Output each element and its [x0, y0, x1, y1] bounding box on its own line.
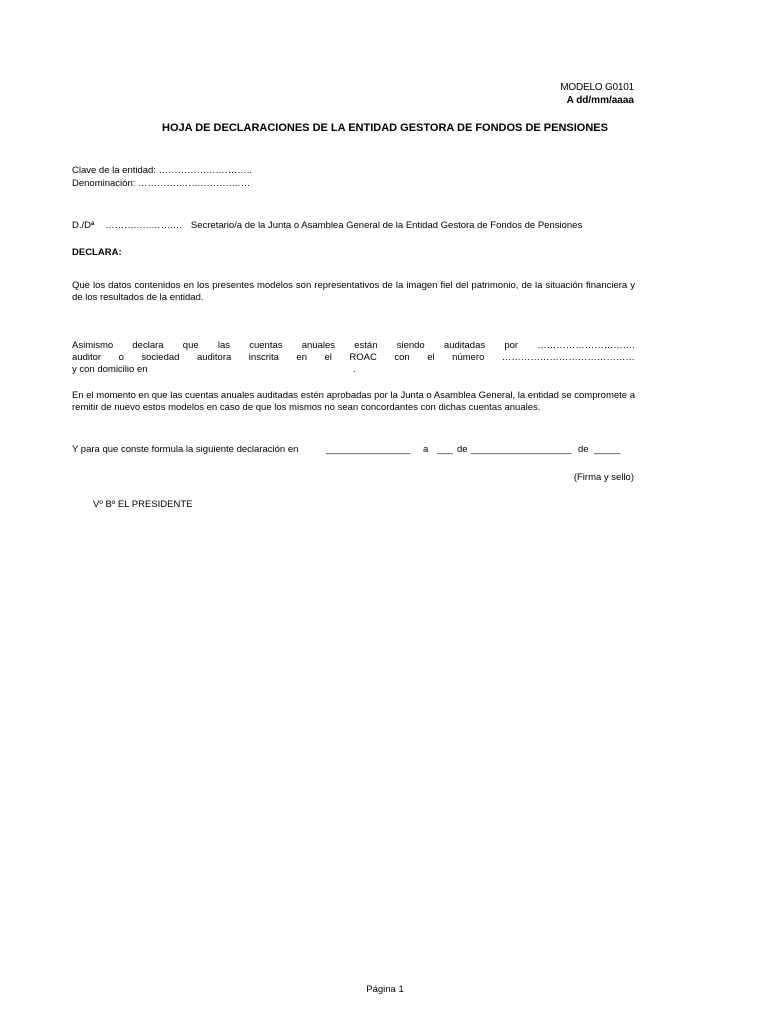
closing-text: Y para que conste formula la siguiente declaración en	[72, 444, 299, 455]
audit-word: anuales	[301, 340, 336, 351]
domicile-label: y con domicilio en	[72, 364, 148, 375]
model-date: A dd/mm/aaaa	[566, 95, 634, 106]
audit-word: están	[354, 340, 378, 351]
year-blank: _____	[594, 444, 621, 455]
place-blank: ________________	[326, 444, 411, 455]
audit-word: auditor	[72, 352, 102, 363]
audit-line-3	[72, 364, 148, 375]
audit-word: en	[296, 352, 307, 363]
audit-word: declara	[132, 340, 164, 351]
closing-de-1: de	[457, 444, 468, 455]
audit-word: por	[504, 340, 519, 351]
roac-number-dots: ……………………………………	[501, 352, 635, 363]
declaration-paragraph-1: Que los datos contenidos en los presentes modelos son representativos de la imagen fiel del patrimonio, de la situación financiera y de los resultados de la entidad.	[72, 280, 635, 303]
audit-word: auditadas	[443, 340, 486, 351]
domicile-end-dot: .	[353, 364, 356, 375]
audit-line-2	[72, 352, 635, 363]
audit-word: el	[324, 352, 332, 363]
entity-name-line	[72, 178, 250, 189]
audit-word: que	[182, 340, 199, 351]
audit-word: ROAC	[349, 352, 377, 363]
secretary-prefix: D./Dª	[72, 220, 95, 231]
audit-word: siendo	[396, 340, 425, 351]
audit-word: número	[452, 352, 485, 363]
signature-label: (Firma y sello)	[573, 472, 634, 483]
audit-word: sociedad	[141, 352, 180, 363]
declara-heading: DECLARA:	[72, 247, 122, 258]
audit-word: inscrita	[248, 352, 279, 363]
audit-word: o	[118, 352, 124, 363]
secretary-text: Secretario/a de la Junta o Asamblea General de la Entidad Gestora de Fondos de Pensiones	[190, 220, 583, 231]
model-code: MODELO G0101	[560, 82, 634, 93]
auditor-name-dots: ………………………….	[537, 340, 635, 351]
declaration-paragraph-2: En el momento en que las cuentas anuales auditadas estén aprobadas por la Junta o Asamblea General, la entidad se compromete a remitir de nuevo estos modelos en caso de que los mismos no sean concordantes con dichas cuentas anuales.	[72, 390, 635, 413]
closing-de-2: de	[578, 444, 589, 455]
audit-word: Asimismo	[72, 340, 114, 351]
audit-word: auditora	[196, 352, 232, 363]
secretary-dots: ……….…..…….…	[105, 220, 183, 231]
month-blank: ___________________	[471, 444, 572, 455]
closing-a: a	[423, 444, 429, 455]
entity-code-label: Clave de la entidad:	[72, 165, 156, 176]
document-title: HOJA DE DECLARACIONES DE LA ENTIDAD GESTORA DE FONDOS DE PENSIONES	[162, 122, 608, 134]
day-blank: ___	[437, 444, 453, 455]
president-approval: Vº Bº EL PRESIDENTE	[93, 499, 193, 510]
audit-word: cuentas	[249, 340, 283, 351]
entity-name-label: Denominación:	[72, 178, 136, 189]
entity-name-dots: ………….…….……….……	[138, 178, 251, 189]
page-number: Página 1	[366, 984, 404, 995]
audit-word: con	[394, 352, 410, 363]
secretary-line	[72, 220, 582, 231]
audit-line-1	[72, 340, 635, 351]
audit-word: las	[217, 340, 231, 351]
audit-word: el	[427, 352, 435, 363]
entity-code-dots: ……………….………..	[158, 165, 253, 176]
entity-code-line	[72, 165, 252, 176]
